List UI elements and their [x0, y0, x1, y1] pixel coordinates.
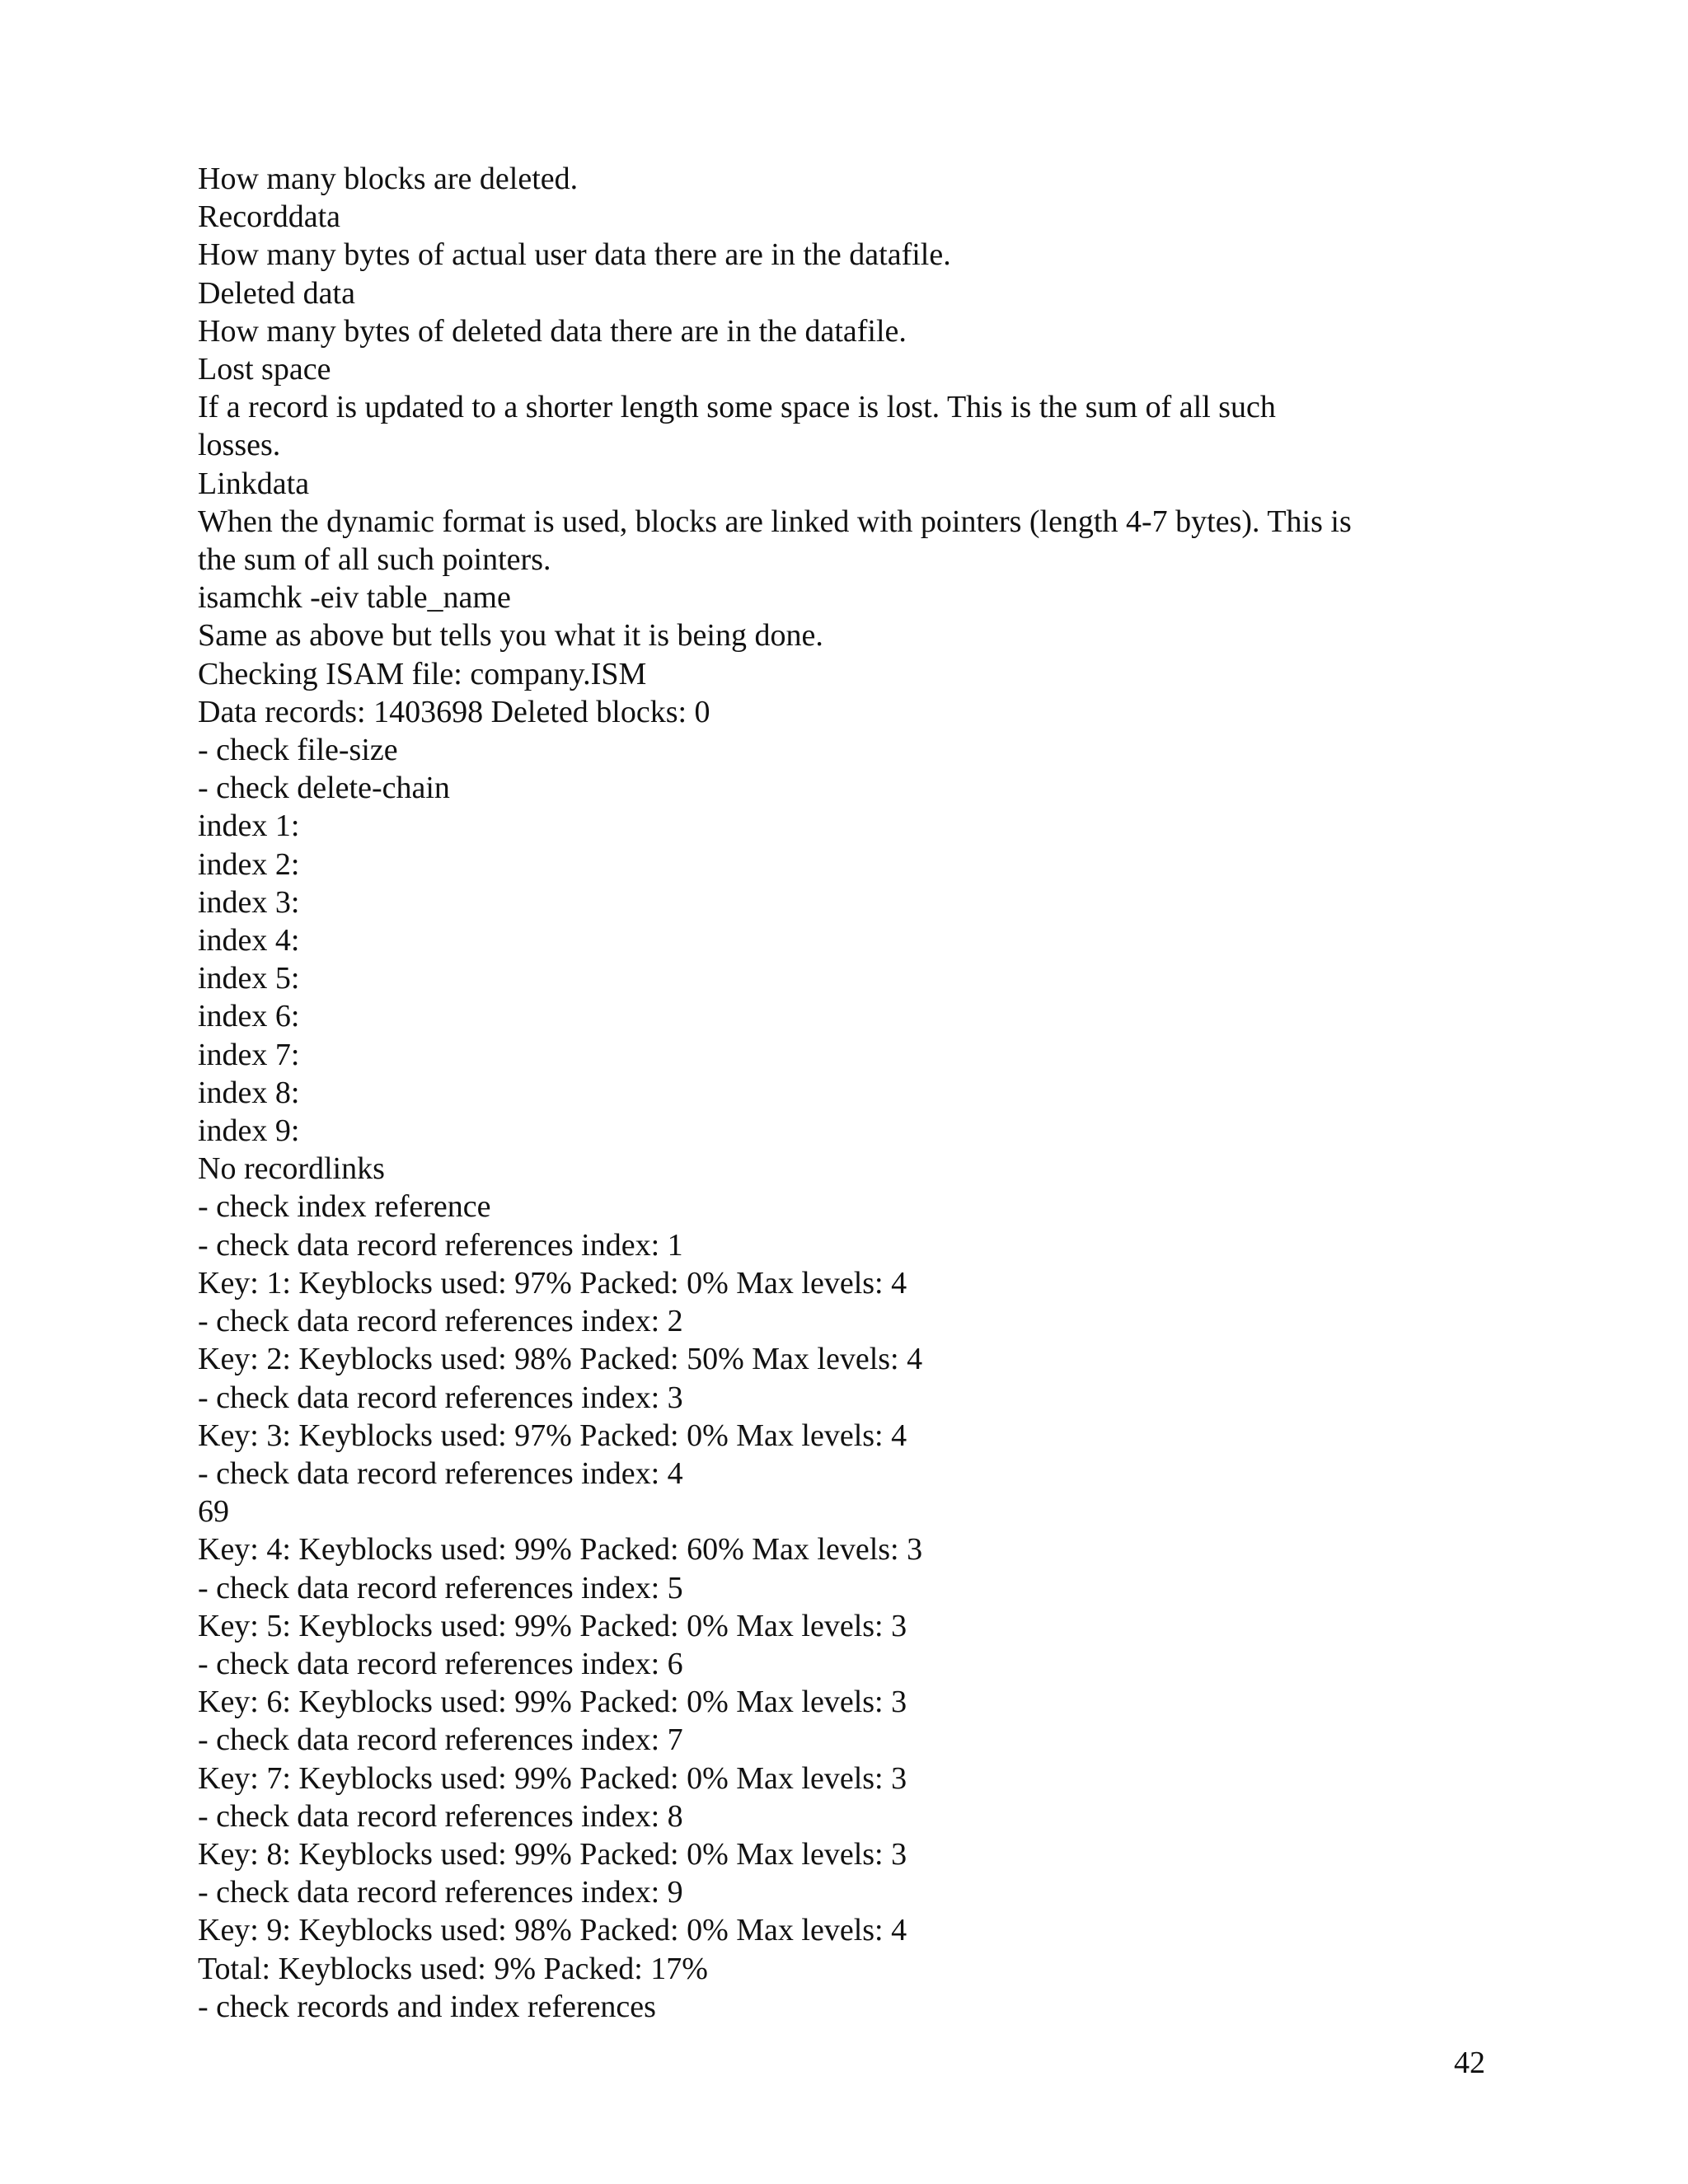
text-line: If a record is updated to a shorter length some space is lost. This is the sum of all such [198, 390, 1276, 425]
text-line: - check data record references index: 9 [198, 1875, 683, 1910]
text-line: When the dynamic format is used, blocks are linked with pointers (length 4-7 bytes). This is [198, 504, 1352, 539]
text-line: Data records: 1403698 Deleted blocks: 0 [198, 694, 710, 729]
text-line: Linkdata [198, 466, 310, 501]
text-line: Key: 2: Keyblocks used: 98% Packed: 50% Max levels: 4 [198, 1342, 923, 1377]
text-line: Key: 3: Keyblocks used: 97% Packed: 0% Max levels: 4 [198, 1418, 907, 1453]
text-line: index 4: [198, 923, 300, 958]
text-line: the sum of all such pointers. [198, 542, 551, 578]
text-line: - check data record references index: 6 [198, 1646, 683, 1681]
text-line: - check data record references index: 1 [198, 1227, 683, 1263]
text-line: How many bytes of deleted data there are in the datafile. [198, 313, 907, 349]
text-line: isamchk -eiv table_name [198, 580, 511, 616]
text-line: index 7: [198, 1037, 300, 1072]
text-line: Deleted data [198, 275, 355, 311]
text-line: 69 [198, 1494, 229, 1530]
text-line: Key: 1: Keyblocks used: 97% Packed: 0% Max levels: 4 [198, 1265, 907, 1301]
text-line: - check file-size [198, 733, 398, 768]
text-line: index 9: [198, 1113, 300, 1149]
text-line: Key: 5: Keyblocks used: 99% Packed: 0% Max levels: 3 [198, 1608, 907, 1643]
text-line: Lost space [198, 352, 331, 387]
page-number: 42 [1454, 2046, 1485, 2080]
document-body [198, 160, 1467, 2026]
text-line: - check data record references index: 4 [198, 1455, 683, 1491]
text-line: index 2: [198, 846, 300, 882]
text-line: Key: 6: Keyblocks used: 99% Packed: 0% Max levels: 3 [198, 1685, 907, 1720]
text-line: - check data record references index: 5 [198, 1570, 683, 1605]
text-line: How many bytes of actual user data there are in the datafile. [198, 237, 951, 273]
text-line: index 5: [198, 961, 300, 996]
text-line: - check delete-chain [198, 771, 450, 806]
text-line: - check data record references index: 2 [198, 1304, 683, 1339]
text-line: index 3: [198, 884, 300, 920]
text-line: Key: 9: Keyblocks used: 98% Packed: 0% Max levels: 4 [198, 1913, 907, 1948]
text-line: Same as above but tells you what it is being done. [198, 618, 823, 654]
text-line: How many blocks are deleted. [198, 162, 579, 196]
text-line: Recorddata [198, 199, 341, 235]
text-line: index 6: [198, 999, 300, 1034]
text-line: - check data record references index: 8 [198, 1798, 683, 1834]
text-line: - check data record references index: 7 [198, 1722, 683, 1758]
text-line: Key: 8: Keyblocks used: 99% Packed: 0% Max levels: 3 [198, 1836, 907, 1872]
text-line: Checking ISAM file: company.ISM [198, 656, 647, 691]
text-line: index 8: [198, 1075, 300, 1110]
text-line: - check data record references index: 3 [198, 1380, 683, 1415]
text-line: - check records and index references [198, 1989, 656, 2024]
text-line: Key: 7: Keyblocks used: 99% Packed: 0% Max levels: 3 [198, 1760, 907, 1796]
text-line: No recordlinks [198, 1151, 385, 1187]
text-line: index 1: [198, 808, 300, 844]
text-line: Total: Keyblocks used: 9% Packed: 17% [198, 1951, 708, 1986]
text-line: - check index reference [198, 1189, 491, 1225]
text-line: Key: 4: Keyblocks used: 99% Packed: 60% Max levels: 3 [198, 1532, 923, 1568]
text-line: losses. [198, 428, 281, 463]
